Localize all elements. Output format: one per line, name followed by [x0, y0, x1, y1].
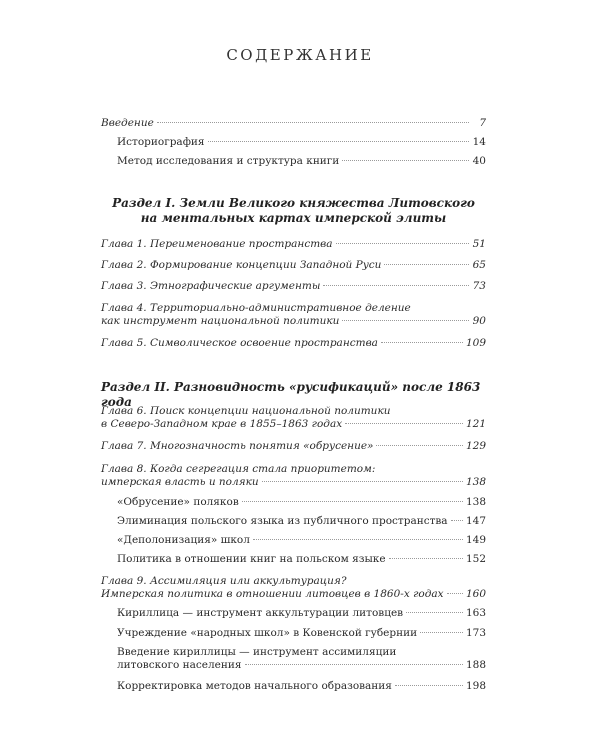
entry-label: Политика в отношении книг на польском языке [117, 553, 386, 565]
leader-dots [451, 520, 463, 521]
entry-label: Глава 1. Переименование пространства [101, 238, 333, 250]
leader-dots [420, 632, 463, 633]
entry-label-line-2: Имперская политика в отношении литовцев в 1860-х годах [101, 588, 444, 600]
page-number: 14 [472, 136, 486, 148]
entry-label: Историография [117, 136, 205, 148]
leader-dots [208, 141, 469, 142]
page-number: 149 [465, 534, 486, 546]
page-number: 198 [465, 680, 486, 692]
leader-dots [242, 501, 463, 502]
page-number: 152 [465, 553, 486, 565]
leader-dots [345, 423, 463, 424]
entry-label: Глава 7. Многозначность понятия «обрусение» [101, 440, 374, 452]
leader-dots [336, 243, 469, 244]
leader-dots [389, 558, 463, 559]
toc-entry-chapter-2[interactable] [101, 259, 486, 272]
leader-dots [323, 285, 469, 286]
page-number: 90 [472, 315, 486, 327]
section-1-line-1: Раздел I. Земли Великого княжества Литовского [112, 196, 475, 210]
entry-label: Глава 3. Этнографические аргументы [101, 280, 321, 292]
entry-label-line-1: Глава 4. Территориально-административное деление [101, 302, 411, 314]
page-number: 51 [472, 238, 486, 250]
entry-label-line-2: имперская власть и поляки [101, 476, 259, 488]
leader-dots [342, 320, 469, 321]
toc-entry-ch8-sub-1[interactable] [117, 496, 486, 509]
toc-entry-method[interactable] [117, 155, 486, 168]
entry-label-line-1: Глава 6. Поиск концепции национальной политики [101, 405, 391, 417]
entry-label-line-1: Введение кириллицы — инструмент ассимиляции [117, 646, 397, 658]
leader-dots [262, 481, 463, 482]
leader-dots [245, 664, 463, 665]
toc-entry-historiography[interactable] [117, 136, 486, 149]
leader-dots [253, 539, 463, 540]
entry-label: «Деполонизация» школ [117, 534, 250, 546]
entry-label-line-2: в Северо-Западном крае в 1855–1863 годах [101, 418, 343, 430]
section-2-line-1: Раздел II. Разновидность «русификаций» после 1863 года [101, 380, 481, 409]
toc-entry-ch8-sub-4[interactable] [117, 553, 486, 566]
section-1-heading [101, 196, 486, 226]
leader-dots [395, 685, 463, 686]
entry-label-line-2: литовского населения [117, 659, 242, 671]
toc-entry-ch9-sub-2[interactable] [117, 627, 486, 640]
leader-dots [342, 160, 469, 161]
page-number: 163 [465, 607, 486, 619]
leader-dots [447, 593, 463, 594]
toc-entry-chapter-9[interactable] [101, 575, 486, 601]
toc-entry-introduction[interactable] [101, 117, 486, 130]
page-number: 138 [465, 496, 486, 508]
page-number: 121 [465, 418, 486, 430]
leader-dots [376, 445, 462, 446]
toc-entry-chapter-4[interactable] [101, 302, 486, 328]
page-number: 173 [465, 627, 486, 639]
leader-dots [406, 612, 463, 613]
entry-label: Корректировка методов начального образования [117, 680, 392, 692]
entry-label: Введение [101, 117, 154, 129]
toc-entry-chapter-3[interactable] [101, 280, 486, 293]
toc-entry-chapter-6[interactable] [101, 405, 486, 431]
entry-label: Кириллица — инструмент аккультурации литовцев [117, 607, 404, 619]
page-number: 147 [465, 515, 486, 527]
page-number: 73 [472, 280, 486, 292]
toc-entry-ch8-sub-2[interactable] [117, 515, 486, 528]
entry-label-line-1: Глава 9. Ассимиляция или аккультурация? [101, 575, 347, 587]
page-number: 7 [479, 117, 486, 129]
page-number: 40 [472, 155, 486, 167]
leader-dots [384, 264, 469, 265]
leader-dots [381, 342, 463, 343]
page-number: 65 [472, 259, 486, 271]
toc-entry-chapter-8[interactable] [101, 463, 486, 489]
leader-dots [157, 122, 469, 123]
entry-label: Глава 2. Формирование концепции Западной Руси [101, 259, 382, 271]
entry-label-line-2: как инструмент национальной политики [101, 315, 340, 327]
entry-label: Метод исследования и структура книги [117, 155, 340, 167]
page-title: СОДЕРЖАНИЕ [226, 46, 374, 64]
page-number: 138 [465, 476, 486, 488]
section-1-line-2: на ментальных картах имперской элиты [140, 211, 447, 225]
toc-entry-ch8-sub-3[interactable] [117, 534, 486, 547]
entry-label: Учреждение «народных школ» в Ковенской губернии [117, 627, 418, 639]
toc-entry-ch9-sub-4[interactable] [117, 680, 486, 693]
toc-entry-chapter-1[interactable] [101, 238, 486, 251]
toc-entry-chapter-7[interactable] [101, 440, 486, 453]
entry-label: «Обрусение» поляков [117, 496, 239, 508]
toc-entry-ch9-sub-1[interactable] [117, 607, 486, 620]
entry-label-line-1: Глава 8. Когда сегрегация стала приоритетом: [101, 463, 376, 475]
page-number: 160 [465, 588, 486, 600]
toc-entry-ch9-sub-3[interactable] [117, 646, 486, 672]
entry-label: Элиминация польского языка из публичного пространства [117, 515, 448, 527]
page-number: 188 [465, 659, 486, 671]
page-number: 129 [465, 440, 486, 452]
toc-entry-chapter-5[interactable] [101, 337, 486, 350]
entry-label: Глава 5. Символическое освоение пространства [101, 337, 378, 349]
page-number: 109 [465, 337, 486, 349]
